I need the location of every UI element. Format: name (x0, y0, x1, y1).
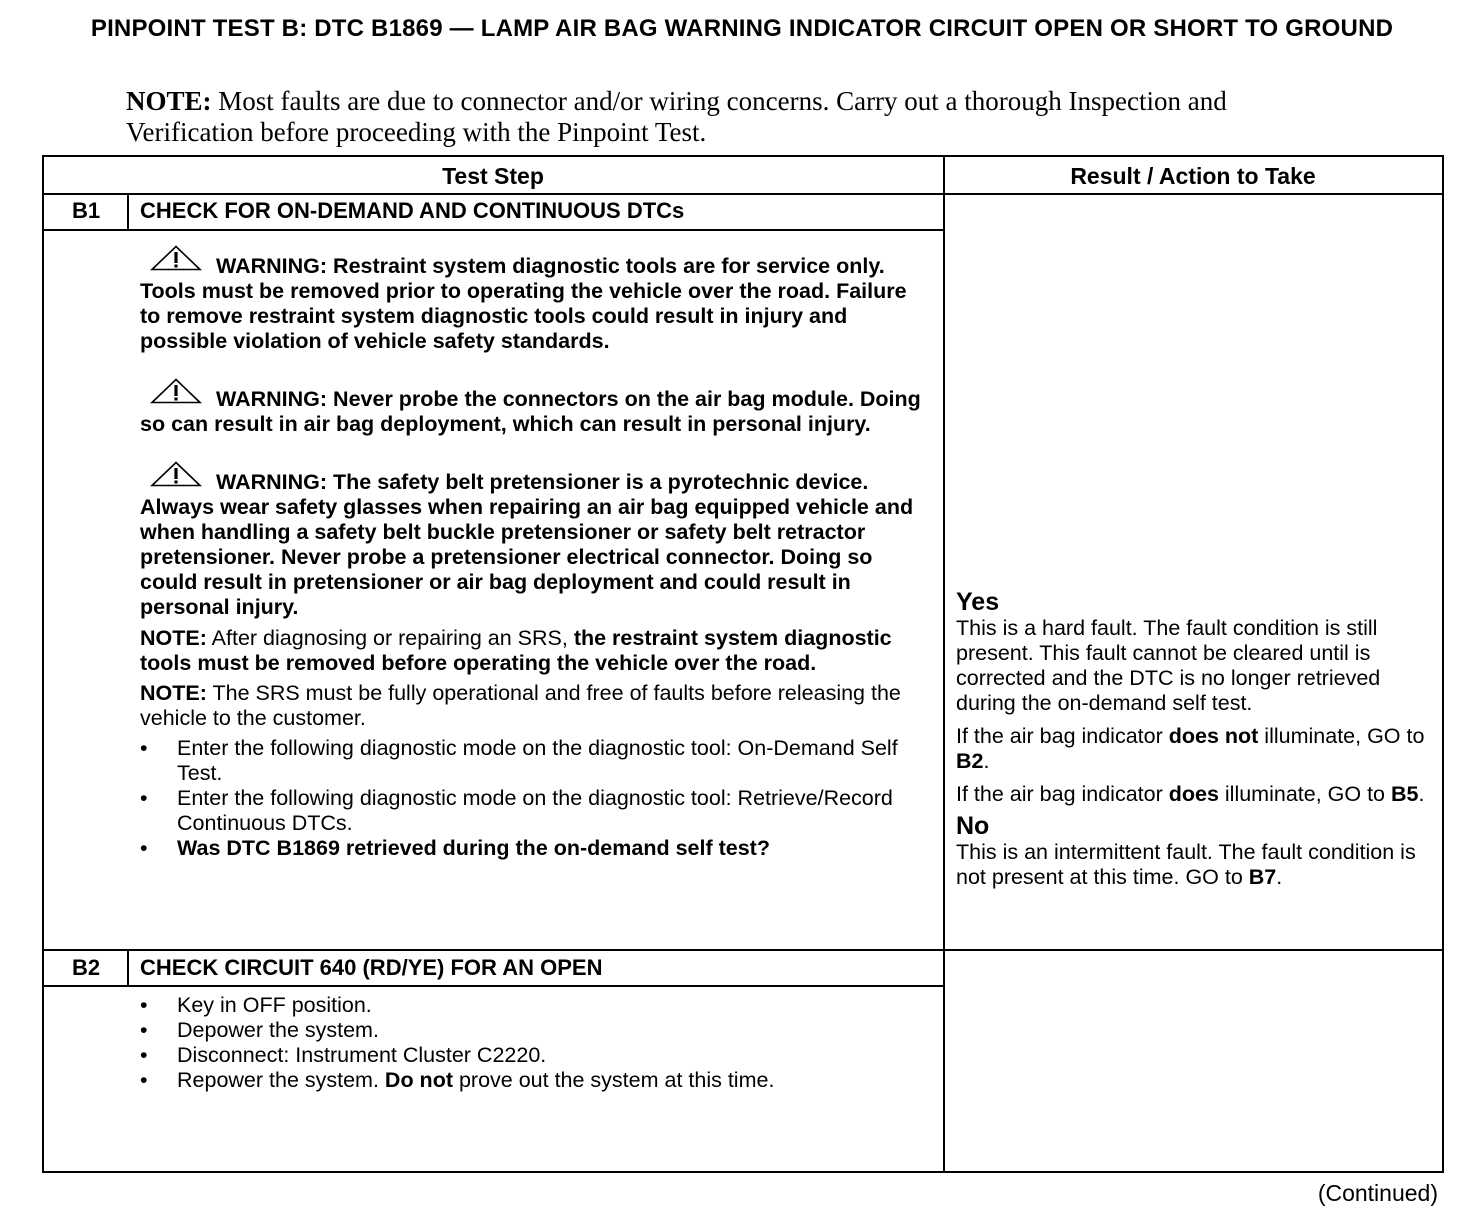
case1-post: . (983, 749, 990, 773)
list-item (140, 836, 930, 861)
list-item (140, 736, 930, 786)
no-post: . (1276, 865, 1283, 889)
list-item (140, 993, 930, 1018)
warning-triangle-icon (150, 461, 202, 493)
step-title-b1: CHECK FOR ON-DEMAND AND CONTINUOUS DTCs (140, 198, 685, 223)
note-1 (140, 626, 930, 676)
header-result-action: Result / Action to Take (1070, 163, 1316, 189)
bullet-glyph: • (140, 1068, 148, 1092)
note-label: NOTE: (126, 86, 212, 116)
warning-3-text: WARNING: The safety belt pretensioner is a pyrotechnic device. Always wear safety glasses when repairing an air bag equipped vehicle and when handling a safety belt buckle pretensioner or safety belt retractor pretensioner. Never probe a pretensioner electrical connector. Doing so could result in pretensioner or air bag deployment and could result in personal injury. (140, 470, 914, 619)
intro-note (126, 86, 1266, 148)
page-title: PINPOINT TEST B: DTC B1869 — LAMP AIR BAG WARNING INDICATOR CIRCUIT OPEN OR SHORT TO GROUND (90, 15, 1394, 42)
header-divider (44, 193, 1442, 195)
warning-2-text: WARNING: Never probe the connectors on the air bag module. Doing so can result in air bag deployment, which can result in personal injury. (140, 387, 921, 436)
case2-mid: illuminate, GO to (1218, 782, 1391, 806)
result-case-not-illuminate (956, 724, 1442, 774)
bullet-bold-text: Do not (384, 1068, 453, 1092)
warning-1 (140, 245, 930, 354)
warning-2 (140, 378, 930, 437)
note-2-label: NOTE: (140, 681, 207, 705)
note-text: Most faults are due to connector and/or wiring concerns. Carry out a thorough Inspection and Verification before proceeding with the Pinpoint Test. (126, 86, 1227, 147)
result-case-illuminate (956, 782, 1442, 807)
step-b2-content (140, 993, 930, 1093)
b1-row-divider (44, 949, 1442, 951)
no-text: This is an intermittent fault. The fault condition is not present at this time. GO to (956, 840, 1416, 889)
result-yes-label: Yes (956, 588, 1000, 616)
case2-pre: If the air bag indicator (956, 782, 1169, 806)
step-id-b2: B2 (71, 955, 101, 980)
step-b1-result (956, 589, 1442, 890)
bullet-text: Enter the following diagnostic mode on the diagnostic tool: On-Demand Self Test. (177, 736, 898, 785)
warning-triangle-icon (150, 245, 202, 277)
step-b1-question: Was DTC B1869 retrieved during the on-demand self test? (177, 836, 770, 860)
note-1-bold-text: the restraint system diagnostic tools must be removed before operating the vehicle over the road. (140, 626, 892, 675)
bullet-glyph: • (140, 993, 148, 1017)
bullet-glyph: • (140, 836, 148, 860)
step-title-b2: CHECK CIRCUIT 640 (RD/YE) FOR AN OPEN (140, 955, 603, 980)
bullet-text: Repower the system. (177, 1068, 385, 1092)
case1-mid: illuminate, GO to (1258, 724, 1425, 748)
b2-title-divider (44, 985, 944, 987)
header-test-step: Test Step (442, 163, 544, 189)
result-no-text (956, 840, 1442, 890)
step-b2-bullets (140, 993, 930, 1093)
goto-b2-link[interactable]: B2 (956, 749, 984, 773)
column-divider (943, 157, 945, 1171)
bullet-text: Disconnect: Instrument Cluster C2220. (177, 1043, 547, 1067)
note-2 (140, 681, 930, 731)
result-no-label: No (956, 812, 990, 840)
pinpoint-test-table (42, 155, 1444, 1173)
case2-bold: does (1168, 782, 1219, 806)
case1-pre: If the air bag indicator (956, 724, 1169, 748)
list-item (140, 1068, 930, 1093)
result-yes-text: This is a hard fault. The fault condition is still present. This fault cannot be cleared until is corrected and the DTC is no longer retrieved during the on-demand self test. (956, 616, 1381, 715)
list-item (140, 1043, 930, 1068)
b1-title-divider (44, 229, 944, 231)
list-item (140, 786, 930, 836)
continued-label: (Continued) (1317, 1180, 1438, 1206)
goto-b5-link[interactable]: B5 (1391, 782, 1419, 806)
warning-3 (140, 461, 930, 620)
note-1-label: NOTE: (140, 626, 207, 650)
bullet-glyph: • (140, 1018, 148, 1042)
bullet-glyph: • (140, 736, 148, 760)
step-b1-content (140, 245, 930, 861)
bullet-text: Depower the system. (177, 1018, 379, 1042)
step-b1-bullets (140, 736, 930, 861)
bullet-text: Key in OFF position. (177, 993, 372, 1017)
note-1-text: After diagnosing or repairing an SRS, (206, 626, 574, 650)
case1-bold: does not (1168, 724, 1259, 748)
step-id-b1: B1 (71, 198, 101, 223)
bullet-glyph: • (140, 786, 148, 810)
goto-b7-link[interactable]: B7 (1248, 865, 1277, 889)
bullet-glyph: • (140, 1043, 148, 1067)
bullet-text: Enter the following diagnostic mode on the diagnostic tool: Retrieve/Record Continuous DTCs. (177, 786, 893, 835)
note-2-text: The SRS must be fully operational and free of faults before releasing the vehicle to the customer. (140, 681, 901, 730)
warning-1-text: WARNING: Restraint system diagnostic tools are for service only. Tools must be removed prior to operating the vehicle over the road. Failure to remove restraint system diagnostic tools could result in injury and possible violation of vehicle safety standards. (140, 254, 907, 353)
case2-post: . (1418, 782, 1425, 806)
list-item (140, 1018, 930, 1043)
warning-triangle-icon (150, 378, 202, 410)
bullet-text-tail: prove out the system at this time. (452, 1068, 775, 1092)
